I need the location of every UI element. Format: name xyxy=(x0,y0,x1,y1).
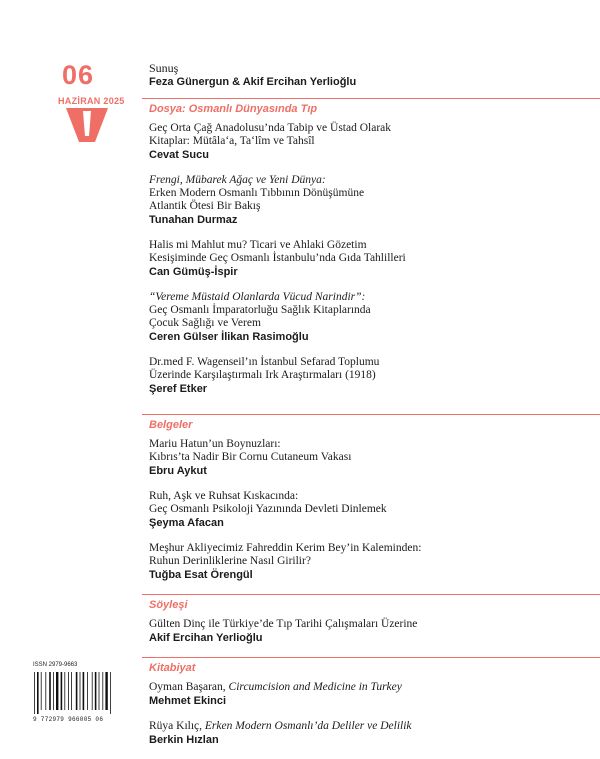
entry-title-line xyxy=(149,681,600,694)
entry-title-line: Mariu Hatun’un Boynuzları: xyxy=(149,438,281,450)
entry-title-line: Üzerinde Karşılaştırmalı Irk Araştırmaları (1918) xyxy=(149,369,376,381)
entry-title-line: Ruhun Derinliklerine Nasıl Girilir? xyxy=(149,555,311,567)
journal-logo xyxy=(66,108,108,142)
barcode-number xyxy=(33,716,103,723)
entry-author: Cevat Sucu xyxy=(149,149,209,161)
section-heading: Belgeler xyxy=(142,414,600,431)
barcode-bar xyxy=(68,672,69,710)
entry-author: Akif Ercihan Yerlioğlu xyxy=(149,632,263,644)
entry-title-part: Oyman Başaran, xyxy=(149,681,229,693)
issue-date: HAZİRAN 2025 xyxy=(58,96,125,106)
barcode-bar xyxy=(95,672,97,710)
barcode-addon: 06 xyxy=(95,716,104,723)
entry-title-line: Geç Osmanlı İmparatorluğu Sağlık Kitaplarında xyxy=(149,304,371,316)
entry-author: Şeref Etker xyxy=(149,383,208,395)
barcode-bar xyxy=(41,672,42,710)
barcode-bar xyxy=(83,672,85,710)
toc-section xyxy=(149,657,600,747)
entry-title-line: Halis mi Mahlut mu? Ticari ve Ahlaki Gözetim xyxy=(149,239,367,251)
entry-title-line xyxy=(149,720,600,733)
entry-title-line: Kesişiminde Geç Osmanlı İstanbulu’nda Gıda Tahlilleri xyxy=(149,252,406,264)
barcode-bar xyxy=(61,672,63,710)
entry-author: Ceren Gülser İlikan Rasimoğlu xyxy=(149,331,309,343)
entry-title-line: Geç Osmanlı Psikoloji Yazınında Devleti Dinlemek xyxy=(149,503,387,515)
issn-label: ISSN 2979-9663 xyxy=(33,662,78,668)
barcode-bar xyxy=(49,672,51,710)
barcode-bar xyxy=(80,672,81,710)
entry-title-part: Circumcision and Medicine in Turkey xyxy=(228,681,402,693)
entry-title-line: Dr.med F. Wagenseil’ın İstanbul Sefarad Toplumu xyxy=(149,356,380,368)
barcode-bar xyxy=(99,672,100,710)
barcode-bar xyxy=(64,672,65,710)
entry-author: Berkin Hızlan xyxy=(149,734,219,746)
toc-entry xyxy=(149,356,600,396)
toc-entry xyxy=(149,681,600,708)
barcode-bar xyxy=(56,672,58,710)
barcode-bar xyxy=(71,672,72,710)
toc-section xyxy=(149,594,600,645)
toc-entry xyxy=(149,720,600,747)
entry-title-line: Meşhur Akliyecimiz Fahreddin Kerim Bey’in Kaleminden: xyxy=(149,542,422,554)
barcode-bar xyxy=(34,672,35,714)
intro-entry xyxy=(149,62,600,89)
entry-title-line: Çocuk Sağlığı ve Verem xyxy=(149,317,261,329)
section-heading: Dosya: Osmanlı Dünyasında Tıp xyxy=(142,98,600,115)
section-heading: Kitabiyat xyxy=(142,657,600,674)
entry-title-line: Kıbrıs’ta Nadir Bir Cornu Cutaneum Vakası xyxy=(149,451,352,463)
barcode-bar xyxy=(92,672,93,710)
barcode-bar xyxy=(53,672,54,710)
barcode-bar xyxy=(87,672,88,710)
entry-title-part: Erken Modern Osmanlı’da Deliler ve Delilik xyxy=(204,720,412,732)
toc-entry xyxy=(149,122,600,162)
entry-title-line: Atlantik Ötesi Bir Bakış xyxy=(149,200,261,212)
toc-entry xyxy=(149,438,600,478)
entry-author: Tuğba Esat Örengül xyxy=(149,569,253,581)
barcode-bar xyxy=(110,672,111,714)
table-of-contents xyxy=(149,62,600,759)
entry-author: Ebru Aykut xyxy=(149,465,207,477)
toc-entry xyxy=(149,490,600,530)
barcode-bar xyxy=(45,672,46,710)
entry-title-line: Gülten Dinç ile Türkiye’de Tıp Tarihi Çalışmaları Üzerine xyxy=(149,618,418,630)
barcode-bar xyxy=(102,672,103,710)
entry-title-line: “Vereme Müstaid Olanlarda Vücud Narindir”: xyxy=(149,291,366,303)
entry-author: Can Gümüş-İspir xyxy=(149,266,238,278)
entry-title-line: Geç Orta Çağ Anadolusu’nda Tabip ve Üstad Olarak xyxy=(149,122,392,134)
barcode-bar xyxy=(105,672,107,710)
entry-title-line: Ruh, Aşk ve Ruhsat Kıskacında: xyxy=(149,490,299,502)
entry-title-part: Rüya Kılıç, xyxy=(149,720,205,732)
entry-title-line: Kitaplar: Mütâla‘a, Ta‘lîm ve Tahsîl xyxy=(149,135,315,147)
entry-author: Tunahan Durmaz xyxy=(149,214,238,226)
intro-authors: Feza Günergun & Akif Ercihan Yerlioğlu xyxy=(149,76,357,88)
section-heading: Söyleşi xyxy=(142,594,600,611)
barcode-bar xyxy=(76,672,78,710)
issue-number: 06 xyxy=(62,60,95,90)
barcode-digits: 9 772979 966005 xyxy=(33,716,92,723)
intro-label: Sunuş xyxy=(149,61,179,75)
toc-entry xyxy=(149,542,600,582)
barcode xyxy=(33,672,117,714)
entry-author: Şeyma Afacan xyxy=(149,517,224,529)
entry-title-line: Erken Modern Osmanlı Tıbbının Dönüşümüne xyxy=(149,187,365,199)
toc-section xyxy=(149,414,600,582)
entry-title-line: Frengi, Mübarek Ağaç ve Yeni Dünya: xyxy=(149,174,326,186)
barcode-bar xyxy=(37,672,39,714)
toc-section xyxy=(149,98,600,396)
entry-author: Mehmet Ekinci xyxy=(149,695,227,707)
toc-entry xyxy=(149,239,600,279)
toc-entry xyxy=(149,291,600,344)
toc-entry xyxy=(149,174,600,227)
toc-entry xyxy=(149,618,600,645)
